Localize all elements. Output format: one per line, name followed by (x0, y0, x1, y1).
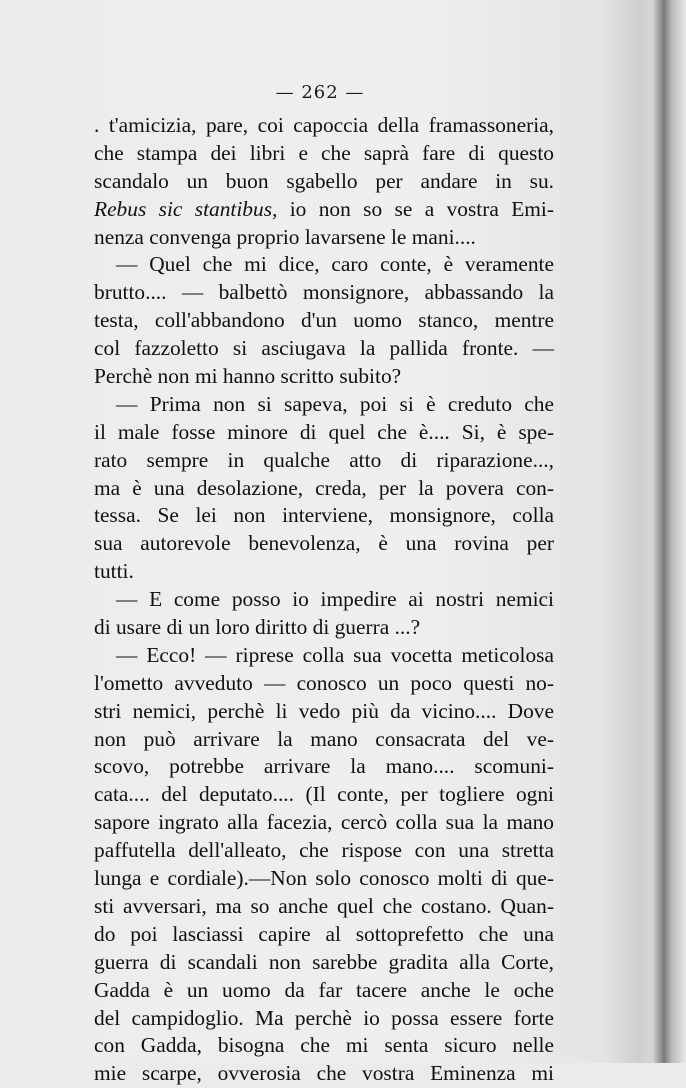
text-line: — Ecco! — riprese colla sua vocetta meticolosa (116, 642, 554, 667)
text-line: tutti. (94, 559, 134, 584)
text-line: del campidoglio. Ma perchè io possa essere forte (94, 1005, 554, 1030)
text-line: cata.... del deputato.... (Il conte, per togliere ogni (94, 782, 554, 807)
text-line: Gadda è un uomo da far tacere anche le oche (94, 977, 554, 1002)
text-line: sti avversari, ma so anche quel che costano. Quan- (94, 893, 554, 918)
text-line: Perchè non mi hanno scritto subito? (94, 364, 402, 389)
text-line: guerra di scandali non sarebbe gradita alla Corte, (94, 949, 554, 974)
text-line: — E come posso io impedire ai nostri nemici (116, 587, 554, 612)
text-line: . t'amicizia, pare, coi capoccia della framassoneria, (94, 113, 554, 137)
text-line: non può arrivare la mano consacrata del ve- (94, 726, 554, 751)
text-line: col fazzoletto si asciugava la pallida fronte. — (94, 336, 554, 361)
text-line: — Quel che mi dice, caro conte, è veramente (116, 252, 554, 277)
text-line: tessa. Se lei non interviene, monsignore, colla (94, 503, 554, 528)
text-line: il male fosse minore di quel che è.... Si, è spe- (94, 419, 554, 444)
text-line: sua autorevole benevolenza, è una rovina per (94, 531, 554, 556)
page-number: — 262 — (275, 82, 365, 103)
text-line: nenza convenga proprio lavarsene le mani.... (94, 224, 476, 249)
text-line: l'ometto avveduto — conosco un poco questi no- (94, 670, 554, 695)
text-line: — Prima non si sapeva, poi si è creduto che (116, 391, 554, 416)
text-segment: io non so se a vostra Emi- (277, 196, 554, 221)
text-line: do poi lasciassi capire al sottoprefetto che una (94, 921, 554, 946)
text-line: ma è una desolazione, creda, per la povera con- (94, 475, 554, 500)
italic-phrase: Rebus sic stantibus, (94, 196, 278, 221)
text-line: stri nemici, perchè li vedo più da vicino.... Dove (94, 698, 554, 723)
text-line: rato sempre in qualche atto di riparazione..., (94, 447, 554, 472)
text-line: sapore ingrato alla facezia, cercò colla sua la mano (94, 810, 554, 835)
text-line: paffutella dell'alleato, che rispose con una stretta (94, 838, 554, 863)
text-line: che stampa dei libri e che saprà fare di questo (94, 140, 554, 165)
body-text (94, 112, 554, 1088)
text-line: scandalo un buon sgabello per andare in su. (94, 168, 554, 193)
text-line: testa, coll'abbandono d'un uomo stanco, mentre (94, 308, 554, 333)
book-binding-edge (652, 0, 686, 1063)
text-line: scovo, potrebbe arrivare la mano.... scomuni- (94, 754, 554, 779)
text-line: mie scarpe, ovverosia che vostra Eminenza mi (94, 1061, 554, 1086)
text-line: brutto.... — balbettò monsignore, abbassando la (94, 280, 554, 305)
text-line: lunga e cordiale).—Non solo conosco molti di que- (94, 866, 554, 891)
text-line: con Gadda, bisogna che mi senta sicuro nelle (94, 1033, 554, 1058)
text-line (94, 196, 554, 224)
text-line: di usare di un loro diritto di guerra ...? (94, 615, 421, 640)
